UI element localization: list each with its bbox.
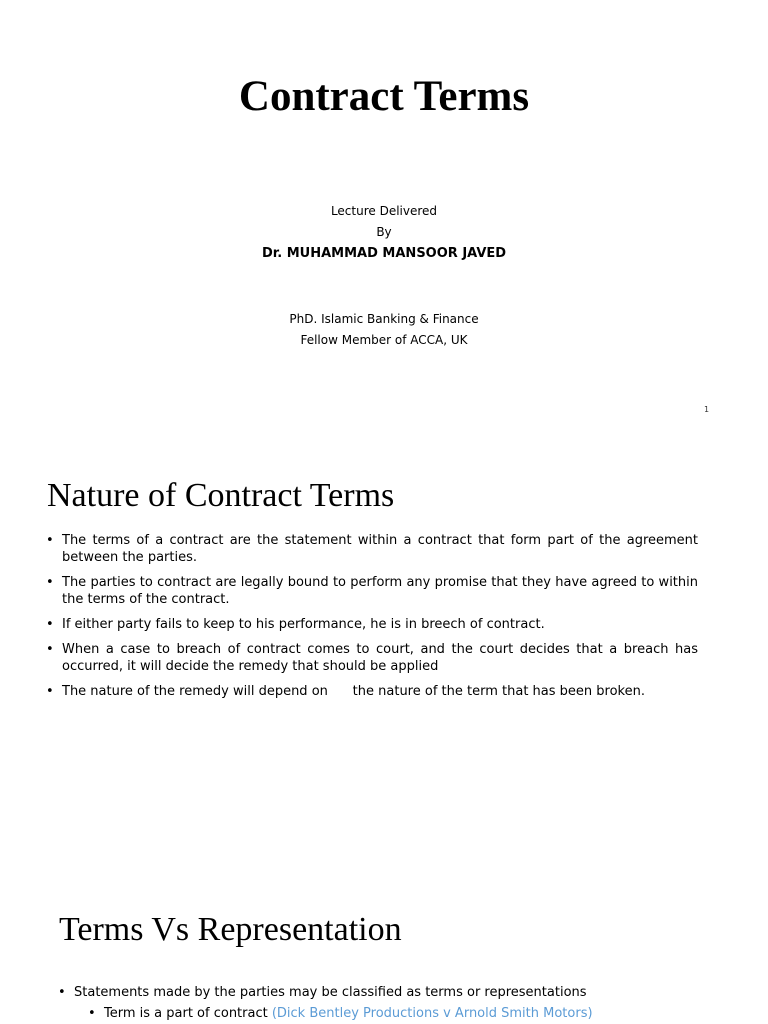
sub-bullet-list bbox=[58, 1005, 718, 1022]
nature-of-terms-slide bbox=[0, 432, 768, 864]
bullet-dot-icon: • bbox=[46, 533, 54, 548]
bullet-item: • When a case to breach of contract comes to court, and the court decides that a breach has occurred, it will decide the remedy that should be applied bbox=[46, 642, 698, 674]
author-name: Dr. MUHAMMAD MANSOOR JAVED bbox=[261, 246, 507, 261]
title-slide bbox=[0, 0, 768, 432]
case-reference: (Dick Bentley Productions v Arnold Smith Motors) bbox=[271, 1006, 593, 1021]
bullet-dot-icon: • bbox=[46, 684, 54, 699]
page-number: 1 bbox=[704, 405, 710, 414]
sub-bullet-container bbox=[58, 1005, 718, 1022]
qualification-acca: Fellow Member of ACCA, UK bbox=[300, 333, 468, 347]
bullet-item: • If either party fails to keep to his performance, he is in breech of contract. bbox=[46, 617, 545, 632]
section-title: Nature of Contract Terms bbox=[47, 477, 395, 514]
sub-bullet-item: • Term is a part of contract (Dick Bentley Productions v Arnold Smith Motors) bbox=[88, 1006, 593, 1021]
bullet-dot-icon: • bbox=[46, 617, 54, 632]
presentation-title: Contract Terms bbox=[238, 73, 530, 120]
section-title: Terms Vs Representation bbox=[59, 911, 402, 948]
bullet-dot-icon: • bbox=[46, 642, 54, 657]
bullet-item: • The terms of a contract are the statement within a contract that form part of the agreement between the parties. bbox=[46, 533, 698, 565]
bullet-list bbox=[58, 984, 718, 1022]
terms-vs-representation-slide bbox=[0, 864, 768, 1024]
bullet-dot-icon: • bbox=[46, 575, 54, 590]
bullet-list bbox=[46, 532, 698, 708]
qualification-phd: PhD. Islamic Banking & Finance bbox=[289, 312, 479, 326]
bullet-item: • Statements made by the parties may be classified as terms or representations bbox=[58, 985, 587, 1000]
bullet-item: • The parties to contract are legally bound to perform any promise that they have agreed to within the terms of the contract. bbox=[46, 575, 698, 607]
bullet-dot-icon: • bbox=[58, 985, 66, 1000]
bullet-item: • The nature of the remedy will depend on the nature of the term that has been broken. bbox=[46, 684, 645, 699]
by-label: By bbox=[376, 225, 392, 239]
lecture-delivered-label: Lecture Delivered bbox=[330, 204, 438, 218]
bullet-dot-icon: • bbox=[88, 1006, 96, 1021]
